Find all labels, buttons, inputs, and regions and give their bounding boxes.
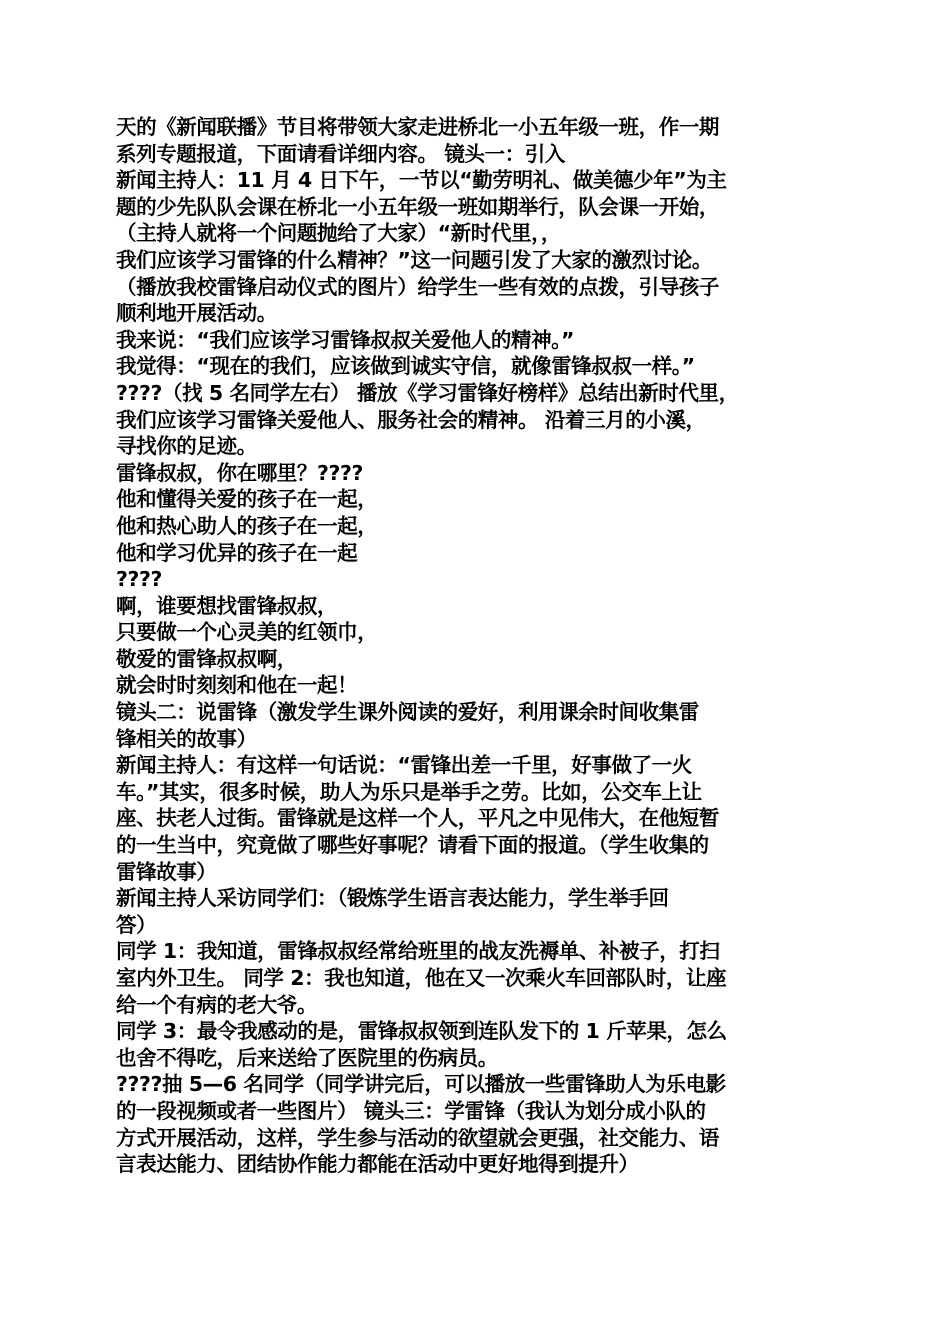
text-line: 雷锋叔叔，你在哪里？???? bbox=[116, 460, 363, 485]
text-line: 只要做一个心灵美的红领巾， bbox=[116, 620, 378, 645]
text-line: 我觉得：“现在的我们，应该做到诚实守信，就像雷锋叔叔一样。” bbox=[116, 354, 695, 379]
text-line: （播放我校雷锋启动仪式的图片）给学生一些有效的点拨，引导孩子 bbox=[116, 274, 719, 299]
document-body bbox=[116, 114, 836, 1178]
text-line: 也舍不得吃，后来送给了医院里的伤病员。 bbox=[116, 1045, 498, 1070]
text-line: 他和懂得关爱的孩子在一起， bbox=[116, 487, 378, 512]
text-line: 新闻主持人采访同学们：（锻炼学生语言表达能力，学生举手回 bbox=[116, 886, 669, 911]
text-line: ???? bbox=[116, 567, 162, 592]
text-line: 的一段视频或者一些图片） 镜头三：学雷锋（我认为划分成小队的 bbox=[116, 1098, 706, 1123]
text-line: （主持人就将一个问题抛给了大家）“新时代里，， bbox=[116, 221, 562, 246]
text-line: 镜头二：说雷锋（激发学生课外阅读的爱好，利用课余时间收集雷 bbox=[116, 700, 699, 725]
text-line: ????（找 5 名同学左右） 播放《学习雷锋好榜样》总结出新时代里， bbox=[116, 380, 739, 405]
text-line: 雷锋故事） bbox=[116, 859, 217, 884]
text-line: 的一生当中，究竟做了哪些好事呢？请看下面的报道。（学生收集的 bbox=[116, 833, 709, 858]
text-line: ????抽 5—6 名同学（同学讲完后，可以播放一些雷锋助人为乐电影 bbox=[116, 1072, 726, 1097]
text-line: 新闻主持人：11 月 4 日下午，一节以“勤劳明礼、做美德少年”为主 bbox=[116, 168, 727, 193]
text-line: 系列专题报道，下面请看详细内容。 镜头一：引入 bbox=[116, 141, 565, 166]
text-line: 就会时时刻刻和他在一起！ bbox=[116, 673, 358, 698]
text-line: 车。”其实，很多时候，助人为乐只是举手之劳。比如，公交车上让 bbox=[116, 779, 702, 804]
text-line: 给一个有病的老大爷。 bbox=[116, 992, 317, 1017]
text-line: 我们应该学习雷锋关爱他人、服务社会的精神。 沿着三月的小溪， bbox=[116, 407, 706, 432]
text-line: 同学 3：最令我感动的是，雷锋叔叔领到连队发下的 1 斤苹果，怎么 bbox=[116, 1019, 727, 1044]
text-line: 啊，谁要想找雷锋叔叔， bbox=[116, 593, 338, 618]
text-line: 天的《新闻联播》节目将带领大家走进桥北一小五年级一班，作一期 bbox=[116, 115, 719, 139]
text-line: 题的少先队队会课在桥北一小五年级一班如期举行，队会课一开始， bbox=[116, 194, 719, 219]
text-line: 言表达能力、团结协作能力都能在活动中更好地得到提升） bbox=[116, 1152, 639, 1177]
text-line: 方式开展活动，这样，学生参与活动的欲望就会更强，社交能力、语 bbox=[116, 1125, 719, 1150]
text-line: 我来说：“我们应该学习雷锋叔叔关爱他人的精神。” bbox=[116, 327, 575, 352]
text-line: 他和学习优异的孩子在一起 bbox=[116, 540, 358, 565]
text-line: 敬爱的雷锋叔叔啊， bbox=[116, 646, 297, 671]
text-line: 座、扶老人过街。雷锋就是这样一个人，平凡之中见伟大，在他短暂 bbox=[116, 806, 719, 831]
text-line: 寻找你的足迹。 bbox=[116, 434, 257, 459]
text-line: 同学 1：我知道，雷锋叔叔经常给班里的战友洗褥单、补被子，打扫 bbox=[116, 939, 720, 964]
text-line: 我们应该学习雷锋的什么精神？”这一问题引发了大家的激烈讨论。 bbox=[116, 247, 712, 272]
text-line: 室内外卫生。 同学 2：我也知道，他在又一次乘火车回部队时，让座 bbox=[116, 966, 727, 990]
text-line: 他和热心助人的孩子在一起， bbox=[116, 513, 378, 538]
text-line: 锋相关的故事） bbox=[116, 726, 257, 751]
text-line: 顺利地开展活动。 bbox=[116, 301, 277, 326]
text-line: 答） bbox=[116, 912, 157, 937]
text-line: 新闻主持人：有这样一句话说：“雷锋出差一千里，好事做了一火 bbox=[116, 753, 692, 778]
